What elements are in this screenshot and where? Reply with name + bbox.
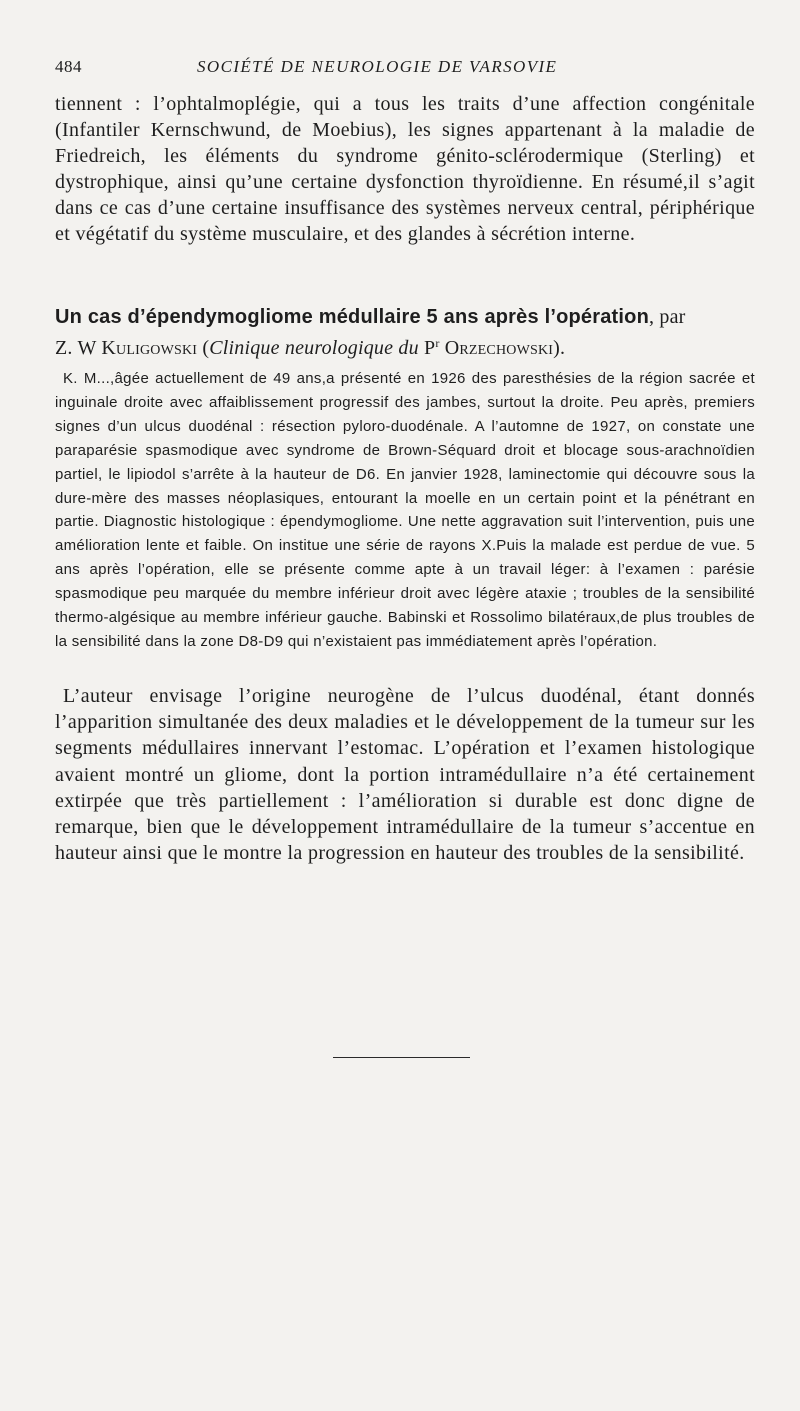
- professor-name: Orzechowski: [439, 337, 554, 359]
- discussion-paragraph: L’auteur envisage l’origine neurogène de l’ulcus duodénal, étant donnés l’apparition simultanée des deux maladies et le développement de la tumeur sur les segments médullaires innervant l’estomac. L’opération et l’examen histologique avaient montré un gliome, dont la portion intramédullaire n’a été certainement extirpée que très partiellement : l’amélioration si durable est donc digne de remarque, bien que le développement intramédullaire de la tumeur s’accentue en hauteur ainsi que le montre la progression en hauteur des troubles de la sensibilité.: [55, 685, 755, 865]
- section-end-rule: [333, 1057, 470, 1058]
- running-head: SOCIÉTÉ DE NEUROLOGIE DE VARSOVIE: [197, 57, 558, 76]
- continuation-paragraph: tiennent : l’ophtalmoplégie, qui a tous les traits d’une affection congénitale (Infantiler Kernschwund, de Moebius), les signes appartenant à la maladie de Friedreich, les éléments du syndrome génito-sclérodermique (Sterling) et dystrophique, ainsi qu’une certaine dysfonction thyroïdienne. En résumé,il s’agit dans ce cas d’une certaine insuffisance des systèmes nerveux central, périphérique et végétatif du système musculaire, et des glandes à sécrétion interne.: [55, 93, 755, 245]
- open-paren: (: [197, 337, 210, 359]
- article-by: , par: [649, 306, 686, 328]
- article-title: Un cas d’épendymogliome médullaire 5 ans après l’opération: [55, 306, 649, 328]
- clinic-name: Clinique neurologique du: [209, 337, 419, 359]
- prof-prefix: P: [418, 337, 436, 359]
- close-paren: ).: [553, 337, 566, 359]
- author-name: Kuligowski: [101, 337, 198, 359]
- prof-superscript: r: [435, 336, 440, 350]
- author-initials: Z. W: [55, 337, 97, 359]
- case-report-paragraph: K. M...,âgée actuellement de 49 ans,a présenté en 1926 des paresthésies de la région sacrée et inguinale droite avec affaiblissement progressif des jambes, surtout la droite. Peu après, premiers signes d’un ulcus duodénal : résection pyloro-duodénale. A l’automne de 1927, on constate une paraparésie spasmodique avec syndrome de Brown-Séquard droit et blocage sous-arachnoïdien partiel, le lipiodol s’arrête à la hauteur de D6. En janvier 1928, laminectomie qui découvre sous la dure-mère des masses néoplasiques, entourant la moelle en un certain point et la pénétrant en partie. Diagnostic histologique : épendymogliome. Une nette aggravation suit l’intervention, puis une amélioration lente et faible. On institue une série de rayons X.Puis la malade est perdue de vue. 5 ans après l’opération, elle se présente comme apte à un travail léger: à l’examen : parésie spasmodique peu marquée du membre inférieur droit avec légère ataxie ; troubles de la sensibilité thermo-algésique au membre inférieur gauche. Babinski et Rossolimo bilatéraux,de plus troubles de la sensibilité dans la zone D8-D9 qui n’existaient pas immédiatement après l’opération.: [55, 370, 755, 650]
- page-number: 484: [55, 57, 82, 76]
- article-heading: [55, 304, 755, 361]
